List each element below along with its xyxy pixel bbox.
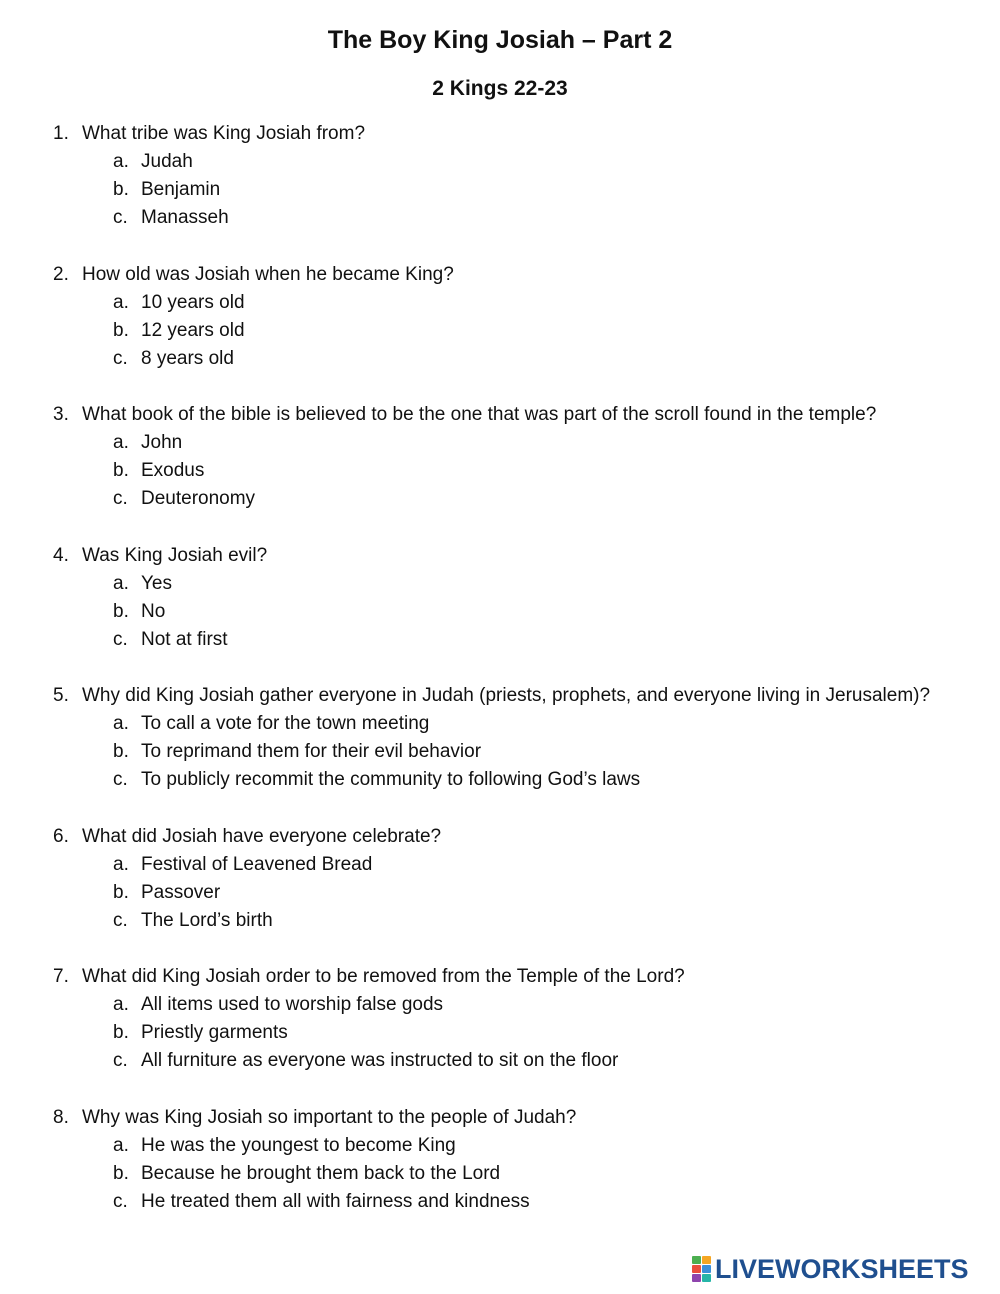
answer-option[interactable]: [0, 345, 1000, 373]
question-text: How old was Josiah when he became King?: [82, 263, 454, 285]
answer-option[interactable]: [0, 851, 1000, 879]
option-text: All furniture as everyone was instructed to sit on the floor: [141, 1050, 619, 1071]
question-number: 8.: [53, 1106, 69, 1128]
option-letter: b.: [113, 881, 129, 903]
answer-option[interactable]: [0, 1132, 1000, 1160]
answer-option[interactable]: [0, 429, 1000, 457]
answer-option[interactable]: [0, 317, 1000, 345]
option-letter: a.: [113, 1134, 129, 1156]
option-letter: b.: [113, 1162, 129, 1184]
question-list: [0, 120, 1000, 1244]
option-text: To publicly recommit the community to following God’s laws: [141, 769, 641, 790]
option-letter: c.: [113, 207, 128, 228]
option-text: Deuteronomy: [141, 488, 256, 509]
question-text: What did Josiah have everyone celebrate?: [82, 825, 442, 847]
option-letter: b.: [113, 1022, 129, 1043]
question-number: 4.: [53, 544, 69, 566]
logo-text: LIVEWORKSHEETS: [715, 1254, 969, 1284]
answer-option[interactable]: [0, 738, 1000, 766]
logo-square: [692, 1265, 701, 1273]
answer-option[interactable]: [0, 1019, 1000, 1047]
question-line: [0, 542, 1000, 570]
answer-option[interactable]: [0, 1160, 1000, 1188]
option-letter: a.: [113, 151, 129, 172]
answer-option[interactable]: [0, 1047, 1000, 1075]
answer-option[interactable]: [0, 907, 1000, 935]
option-text: Not at first: [141, 628, 228, 650]
question-text: Why was King Josiah so important to the people of Judah?: [82, 1106, 577, 1128]
question-line: [0, 1104, 1000, 1132]
option-letter: b.: [113, 741, 129, 762]
option-text: Passover: [141, 881, 221, 903]
answer-option[interactable]: [0, 991, 1000, 1019]
option-text: Because he brought them back to the Lord: [141, 1162, 501, 1184]
option-text: 12 years old: [141, 319, 245, 341]
option-text: Exodus: [141, 460, 205, 481]
question-number: 7.: [53, 966, 69, 987]
option-text: The Lord’s birth: [141, 909, 273, 931]
answer-option[interactable]: [0, 457, 1000, 485]
question-item: [0, 1104, 1000, 1245]
question-item: [0, 120, 1000, 261]
option-letter: b.: [113, 179, 129, 200]
option-text: To call a vote for the town meeting: [141, 713, 430, 734]
answer-option[interactable]: [0, 289, 1000, 317]
option-letter: a.: [113, 572, 129, 594]
question-number: 5.: [53, 685, 69, 706]
option-letter: c.: [113, 1050, 128, 1071]
option-letter: c.: [113, 769, 128, 790]
liveworksheets-logo-icon: [692, 1256, 712, 1282]
question-text: What tribe was King Josiah from?: [82, 123, 366, 144]
option-letter: b.: [113, 460, 129, 481]
question-number: 1.: [53, 123, 69, 144]
option-text: 10 years old: [141, 291, 245, 313]
option-text: He was the youngest to become King: [141, 1134, 456, 1156]
option-letter: b.: [113, 319, 129, 341]
question-line: [0, 963, 1000, 991]
page-subtitle: 2 Kings 22-23: [432, 77, 568, 100]
question-text: Why did King Josiah gather everyone in Judah (priests, prophets, and everyone living in Jerusalem)?: [82, 685, 931, 706]
answer-option[interactable]: [0, 710, 1000, 738]
page-title: The Boy King Josiah – Part 2: [327, 26, 673, 54]
answer-option[interactable]: [0, 626, 1000, 654]
logo-square: [702, 1256, 711, 1264]
option-letter: c.: [113, 628, 128, 650]
option-text: Festival of Leavened Bread: [141, 853, 373, 875]
question-line: [0, 401, 1000, 429]
question-item: [0, 261, 1000, 402]
question-number: 6.: [53, 825, 69, 847]
option-letter: c.: [113, 488, 128, 509]
option-text: No: [141, 600, 166, 622]
question-line: [0, 823, 1000, 851]
answer-option[interactable]: [0, 1188, 1000, 1216]
option-text: Judah: [141, 151, 193, 172]
question-item: [0, 542, 1000, 683]
option-text: John: [141, 432, 183, 453]
question-text: What book of the bible is believed to be the one that was part of the scroll found in the temple?: [82, 404, 877, 425]
option-text: Manasseh: [141, 207, 229, 228]
option-letter: a.: [113, 291, 129, 313]
option-letter: c.: [113, 1190, 128, 1212]
option-text: Benjamin: [141, 179, 221, 200]
answer-option[interactable]: [0, 204, 1000, 232]
liveworksheets-logo[interactable]: [692, 1254, 969, 1284]
answer-option[interactable]: [0, 148, 1000, 176]
option-text: Yes: [141, 572, 172, 594]
answer-option[interactable]: [0, 176, 1000, 204]
question-line: [0, 261, 1000, 289]
question-number: 3.: [53, 404, 69, 425]
option-text: All items used to worship false gods: [141, 994, 444, 1015]
logo-square: [702, 1265, 711, 1273]
question-line: [0, 120, 1000, 148]
answer-option[interactable]: [0, 766, 1000, 794]
option-letter: c.: [113, 347, 128, 369]
question-number: 2.: [53, 263, 69, 285]
option-letter: c.: [113, 909, 128, 931]
option-letter: a.: [113, 432, 129, 453]
option-letter: b.: [113, 600, 129, 622]
question-item: [0, 963, 1000, 1104]
option-letter: a.: [113, 853, 129, 875]
question-text: Was King Josiah evil?: [82, 544, 268, 566]
answer-option[interactable]: [0, 879, 1000, 907]
option-text: Priestly garments: [141, 1022, 288, 1043]
option-text: He treated them all with fairness and kindness: [141, 1190, 530, 1212]
option-text: 8 years old: [141, 347, 234, 369]
question-line: [0, 682, 1000, 710]
option-letter: a.: [113, 713, 129, 734]
question-item: [0, 823, 1000, 964]
question-item: [0, 682, 1000, 823]
logo-square: [692, 1256, 701, 1264]
question-text: What did King Josiah order to be removed from the Temple of the Lord?: [82, 966, 685, 987]
option-text: To reprimand them for their evil behavior: [141, 741, 482, 762]
answer-option[interactable]: [0, 598, 1000, 626]
option-letter: a.: [113, 994, 129, 1015]
logo-square: [692, 1274, 701, 1282]
answer-option[interactable]: [0, 485, 1000, 513]
answer-option[interactable]: [0, 570, 1000, 598]
question-item: [0, 401, 1000, 542]
logo-square: [702, 1274, 711, 1282]
